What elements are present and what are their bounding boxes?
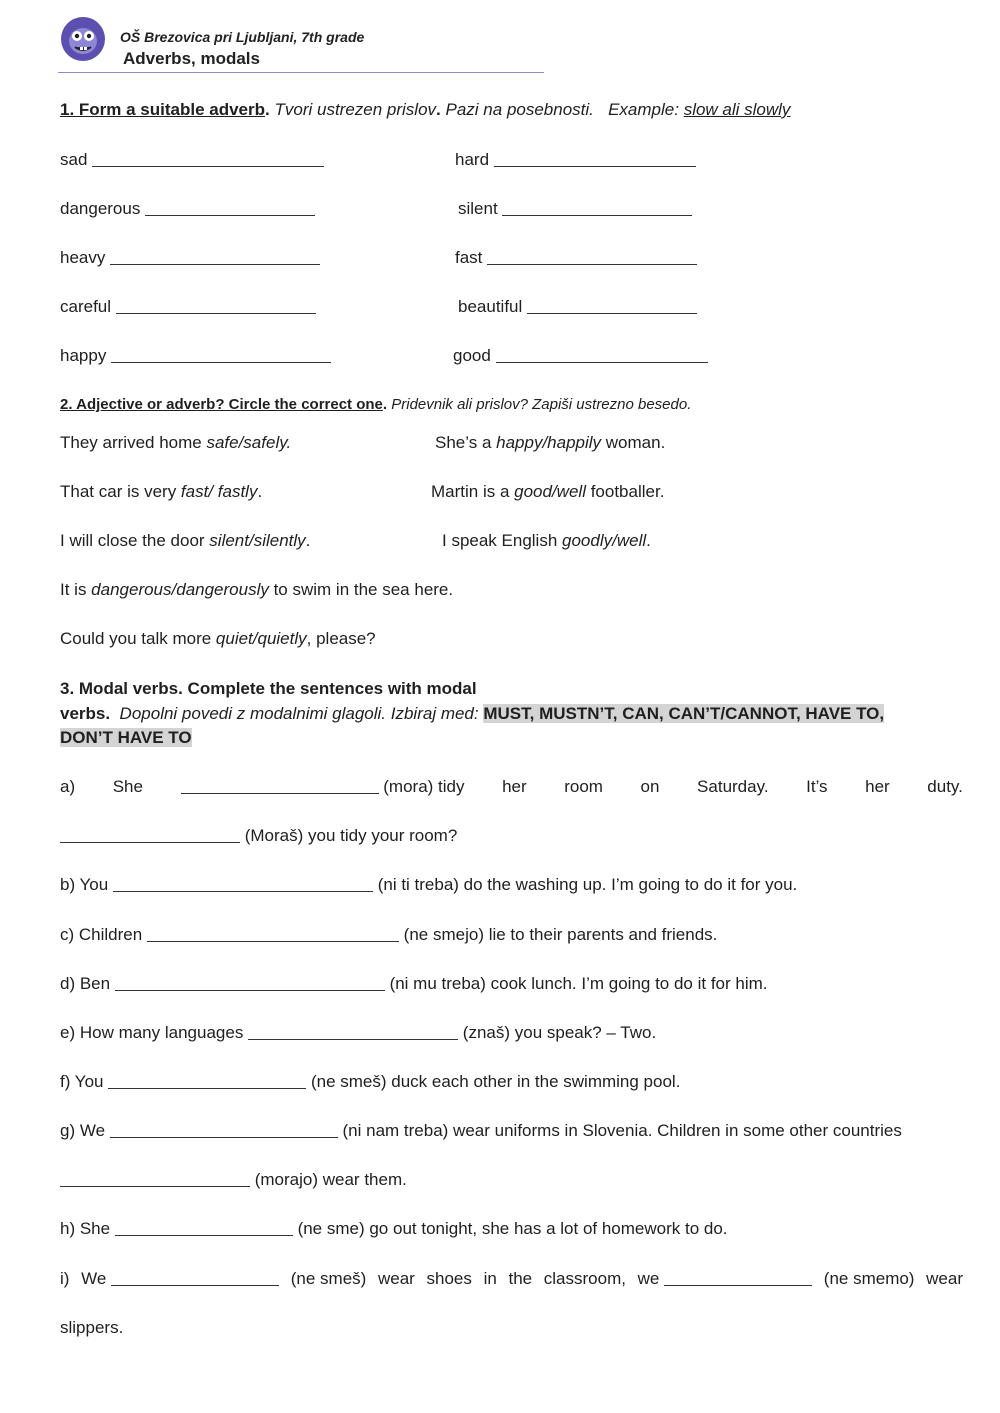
answer-blank[interactable]	[181, 792, 379, 794]
school-name: OŠ Brezovica pri Ljubljani, 7th grade	[120, 29, 365, 45]
item-beautiful: beautiful	[458, 297, 697, 317]
answer-blank[interactable]	[111, 361, 331, 363]
item-good: good	[453, 346, 708, 366]
section2-heading-line: 2. Adjective or adverb? Circle the correct one. Pridevnik ali prislov? Zapiši ustrezno besedo.	[60, 396, 692, 413]
answer-blank[interactable]	[502, 214, 692, 216]
answer-blank[interactable]	[494, 165, 696, 167]
worksheet-title: Adverbs, modals	[123, 49, 260, 68]
item-sad: sad	[60, 150, 324, 170]
modal-choices-2: DON’T HAVE TO	[60, 728, 192, 747]
item-dangerous: dangerous	[60, 199, 315, 219]
answer-blank[interactable]	[527, 312, 697, 314]
choice-option[interactable]: good/well	[514, 482, 586, 501]
item-happy: happy	[60, 346, 331, 366]
sentence-h: h) She (ne sme) go out tonight, she has a lot of homework to do.	[60, 1219, 728, 1238]
answer-blank[interactable]	[60, 1185, 250, 1187]
sentence-quiet: Could you talk more quiet/quietly, please?	[60, 629, 376, 648]
item-careful: careful	[60, 297, 316, 317]
choice-option[interactable]: fast/ fastly	[180, 482, 258, 501]
sentence-i: i) We (ne smeš) wear shoes in the classroom, we (ne smemo) wear	[60, 1269, 963, 1288]
answer-blank[interactable]	[116, 312, 316, 314]
answer-blank[interactable]	[145, 214, 315, 216]
sentence-f: f) You (ne smeš) duck each other in the swimming pool.	[60, 1072, 681, 1091]
answer-blank[interactable]	[115, 1234, 293, 1236]
answer-blank[interactable]	[248, 1038, 458, 1040]
answer-blank[interactable]	[92, 165, 324, 167]
sentence-g2: (morajo) wear them.	[60, 1170, 407, 1190]
sentence-c: c) Children (ne smejo) lie to their parents and friends.	[60, 925, 718, 944]
header-divider	[58, 72, 544, 73]
answer-blank[interactable]	[113, 890, 373, 892]
sentence-safe: They arrived home safe/safely.	[60, 433, 292, 452]
item-silent: silent	[458, 199, 692, 219]
answer-blank[interactable]	[496, 361, 708, 363]
choice-option[interactable]: quiet/quietly	[215, 629, 307, 648]
sentence-a: a) She (mora) tidy her room on Saturday. It’s her duty.	[60, 777, 963, 796]
sentence-well: I speak English goodly/well.	[442, 531, 651, 550]
choice-option[interactable]: dangerous/dangerously	[91, 580, 269, 599]
sentence-dangerous: It is dangerous/dangerously to swim in the sea here.	[60, 580, 454, 599]
choice-option[interactable]: goodly/well	[562, 531, 647, 550]
item-hard: hard	[455, 150, 696, 170]
section1-instruction: Tvori ustrezen prislov	[274, 100, 437, 119]
sentence-silent: I will close the door silent/silently.	[60, 531, 311, 550]
answer-blank[interactable]	[60, 841, 240, 843]
sentence-d: d) Ben (ni mu treba) cook lunch. I’m going to do it for him.	[60, 974, 768, 993]
answer-blank[interactable]	[108, 1087, 306, 1089]
answer-blank[interactable]	[664, 1284, 812, 1286]
section2-instruction: Pridevnik ali prislov? Zapiši ustrezno besedo.	[391, 396, 692, 413]
modal-choices: MUST, MUSTN’T, CAN, CAN’T/CANNOT, HAVE TO,	[483, 704, 885, 723]
sentence-e: e) How many languages (znaš) you speak? – Two.	[60, 1023, 657, 1042]
answer-blank[interactable]	[111, 1284, 279, 1286]
answer-blank[interactable]	[147, 940, 399, 942]
item-heavy: heavy	[60, 248, 320, 268]
answer-blank[interactable]	[115, 989, 385, 991]
choice-option[interactable]: silent/silently	[209, 531, 306, 550]
sentence-good: Martin is a good/well footballer.	[431, 482, 665, 501]
answer-blank[interactable]	[487, 263, 697, 265]
answer-blank[interactable]	[110, 263, 320, 265]
sentence-g: g) We (ni nam treba) wear uniforms in Slovenia. Children in some other countries	[60, 1121, 902, 1140]
section3-heading-line2: verbs. Dopolni povedi z modalnimi glagoli. Izbiraj med: MUST, MUSTN’T, CAN, CAN’T/CANNOT, HAVE TO,	[60, 704, 885, 723]
section2-heading: 2. Adjective or adverb? Circle the correct one	[60, 396, 383, 413]
example-text: slow ali slowly	[683, 100, 791, 119]
example-label: Example:	[608, 100, 679, 119]
sentence-fast: That car is very fast/ fastly.	[60, 482, 263, 501]
section1-instruction-2: Pazi na posebnosti.	[445, 100, 594, 119]
sentence-a2: (Moraš) you tidy your room?	[60, 826, 457, 846]
sentence-happy: She’s a happy/happily woman.	[435, 433, 666, 452]
answer-blank[interactable]	[110, 1136, 338, 1138]
section3-heading-line3	[60, 728, 192, 748]
sentence-i2: slippers.	[60, 1318, 124, 1337]
section3-instruction: Dopolni povedi z modalnimi glagoli. Izbiraj med:	[119, 704, 479, 723]
item-fast: fast	[455, 248, 697, 268]
choice-option[interactable]: happy/happily	[496, 433, 602, 452]
section3-heading: 3. Modal verbs. Complete the sentences with modal	[60, 679, 477, 698]
section1-heading: 1. Form a suitable adverb	[60, 100, 266, 119]
school-logo-icon	[60, 16, 106, 62]
choice-option[interactable]: safe/safely.	[206, 433, 292, 452]
section1-heading-line: 1. Form a suitable adverb. Tvori ustrezen prislov. Pazi na posebnosti. Example: slow ali slowly	[60, 100, 791, 119]
sentence-b: b) You (ni ti treba) do the washing up. I’m going to do it for you.	[60, 875, 798, 894]
